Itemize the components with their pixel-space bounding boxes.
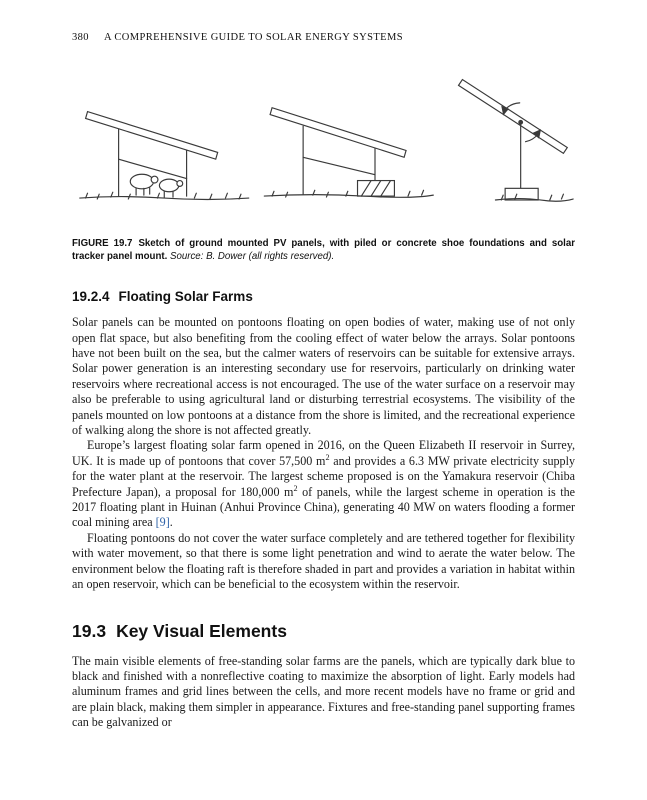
figure-caption-text: Sketch of ground mounted PV panels, with piled or concrete shoe foundations and solar tracker panel mount. (72, 238, 575, 262)
text-segment: and provides a 6.3 MW private electricity supply for the water plant at the reservoir. The largest scheme proposed is on the Yamakura reservoir (Chiba Prefecture Japan), a proposal for 180,000 m (72, 453, 575, 499)
section-heading-19-3 (72, 621, 575, 642)
sketch-concrete-shoe-foundation (264, 108, 433, 198)
paragraph-floating-2 (72, 438, 575, 530)
sketch-piled-foundation-with-sheep (80, 112, 249, 200)
text-segment: of panels, while the largest scheme in operation is the 2017 floating plant in Huinan (Anhui Province China), generating 40 MW on waters flooding a former coal mining area (72, 484, 576, 530)
section-number: 19.2.4 (72, 289, 110, 305)
pv-mount-sketches-image (72, 73, 577, 225)
section-number: 19.3 (72, 620, 107, 641)
figure-caption (72, 238, 575, 263)
text-segment: Europe’s largest floating solar farm opened in 2016, on the Queen Elizabeth II reservoir in Surrey, UK. It is made up of pontoons that cover 57,500 m (72, 438, 575, 468)
paragraph-floating-3: Floating pontoons do not cover the water surface completely and are tethered together for flexibility with water movement, so that there is some light penetration and wind to aerate the water below. The environment below the floating raft is therefore shaded in part and provides a variation in habitat within an open reservoir, which can be beneficial to the ecosystem within the reservoir. (72, 530, 575, 592)
figure-19-7 (72, 73, 575, 263)
running-title: A COMPREHENSIVE GUIDE TO SOLAR ENERGY SYSTEMS (103, 32, 403, 43)
section-heading-19-2-4 (72, 289, 575, 304)
superscript: 2 (325, 452, 330, 462)
paragraph-floating-1: Solar panels can be mounted on pontoons floating on open bodies of water, making use of not only open flat space, but also benefiting from the cooling effect of water below the arrays. Solar pontoons have not been built on the sea, but the calmer waters of reservoirs can be suitable for extensive arrays. Solar power generation is an interesting secondary use for reservoirs, particularly on drinking water reservoirs where recreational access is not encouraged. The use of the water surface on a reservoir may also be preferable to using agricultural land or disturbing terrestrial ecosystems. The visibility of the panels mounted on low pontoons at a distance from the shore is limited, and the recreational experience of walking along the shore is not affected greatly. (72, 315, 575, 438)
page-header (72, 32, 575, 43)
reference-link-9[interactable]: [9] (155, 515, 170, 530)
section-title: Floating Solar Farms (118, 289, 253, 305)
text-segment: . (169, 515, 173, 530)
page-number: 380 (72, 32, 89, 43)
section-title: Key Visual Elements (116, 620, 287, 641)
sketch-solar-tracker-mount (459, 80, 574, 202)
paragraph-key-visual-1: The main visible elements of free-standing solar farms are the panels, which are typically dark blue to black and finished with a nonreflective coating to maximize the absorption of light. Early models had aluminum frames and grid lines between the cells, and more recent models have no frame or grid and are plain black, making them simpler in appearance. Fixtures and free-standing panel supporting frames can be galvanized or (72, 653, 575, 730)
figure-caption-source: Source: B. Dower (all rights reserved). (170, 250, 335, 262)
superscript: 2 (293, 483, 298, 493)
figure-caption-label: FIGURE 19.7 (72, 238, 133, 249)
